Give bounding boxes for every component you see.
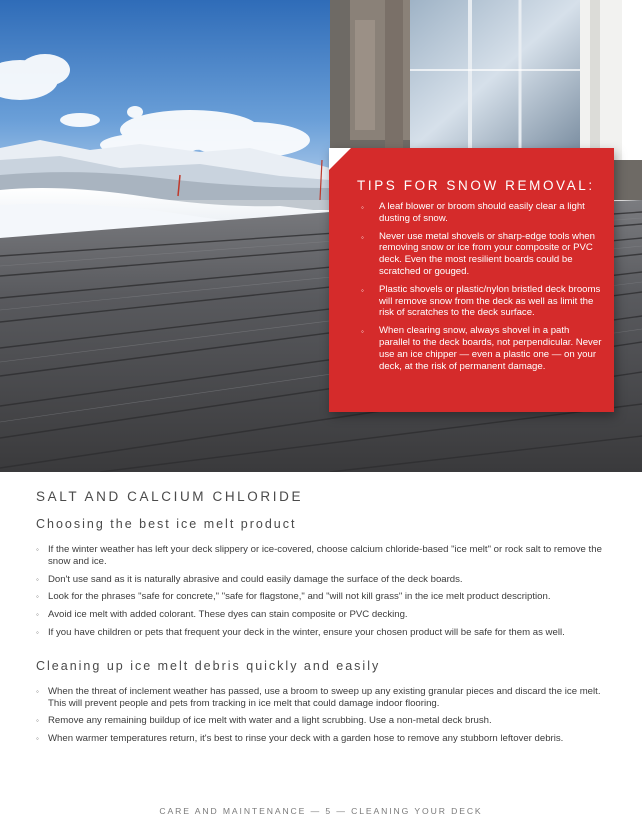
bullet-icon: ◦ [36, 734, 39, 744]
bullet-icon: ◦ [361, 285, 364, 295]
list-item: ◦ Remove any remaining buildup of ice melt with water and a light scrubbing. Use a non-metal deck brush. [36, 715, 492, 727]
section-heading: SALT AND CALCIUM CHLORIDE [36, 489, 304, 504]
tips-list-item: ◦ Never use metal shovels or sharp-edge tools when removing snow or ice from your composite or PVC deck. Even the most resilient boards could be scratched or gouged. [361, 230, 595, 277]
bullet-icon: ◦ [36, 574, 39, 584]
list-item: ◦ Avoid ice melt with added colorant. These dyes can stain composite or PVC decking. [36, 609, 408, 621]
list-item: ◦ Don't use sand as it is naturally abrasive and could easily damage the surface of the deck boards. [36, 573, 463, 585]
bullet-icon: ◦ [36, 592, 39, 602]
tips-title: TIPS FOR SNOW REMOVAL: [357, 178, 595, 193]
snow-removal-tips-box [329, 148, 614, 412]
subsection-heading-ice-melt: Choosing the best ice melt product [36, 517, 297, 531]
bullet-icon: ◦ [361, 203, 364, 212]
bullet-icon: ◦ [361, 327, 364, 337]
glass-door [410, 0, 580, 150]
bullet-icon: ◦ [36, 686, 39, 696]
tips-list [357, 201, 602, 372]
cleanup-list [36, 686, 616, 745]
tips-list-item: ◦ When clearing snow, always shovel in a path parallel to the deck boards, not perpendicular. Never use an ice chipper — even a plastic one — on your deck, at the risk of permanent damage. [361, 325, 602, 372]
list-item: ◦ Look for the phrases "safe for concrete," "safe for flagstone," and "will not kill grass" in the ice melt product description. [36, 591, 551, 603]
bullet-icon: ◦ [36, 627, 39, 637]
bullet-icon: ◦ [36, 716, 39, 726]
tips-list-item: ◦ A leaf blower or broom should easily clear a light dusting of snow. [361, 201, 585, 224]
list-item: ◦ When the threat of inclement weather has passed, use a broom to sweep up any existing granular pieces and discard the ice melt. This will prevent people and pets from tracking in ice melt that could damage indoor flooring. [36, 685, 601, 709]
list-item: ◦ When warmer temperatures return, it's best to rinse your deck with a garden hose to remove any stubborn leftover debris. [36, 733, 564, 745]
bullet-icon: ◦ [361, 232, 364, 242]
main-content [36, 489, 616, 751]
page-footer: CARE AND MAINTENANCE — 5 — CLEANING YOUR DECK [159, 806, 483, 816]
bullet-icon: ◦ [36, 610, 39, 620]
list-item: ◦ If you have children or pets that frequent your deck in the winter, ensure your chosen product will be safe for them as well. [36, 626, 565, 638]
subsection-heading-cleanup: Cleaning up ice melt debris quickly and easily [36, 658, 381, 673]
folded-corner [329, 148, 351, 170]
bullet-icon: ◦ [36, 545, 39, 554]
tips-list-item: ◦ Plastic shovels or plastic/nylon bristled deck brooms will remove snow from the deck as well as limit the risk of scratches to the deck surface. [361, 283, 601, 319]
ice-melt-list [36, 544, 616, 639]
list-item: ◦ If the winter weather has left your deck slippery or ice-covered, choose calcium chloride-based "ice melt" or rock salt to remove the snow and ice. [36, 544, 602, 567]
